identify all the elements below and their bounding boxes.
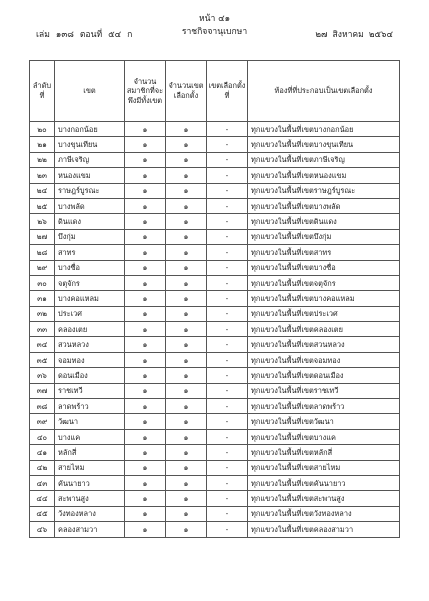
table-row bbox=[30, 506, 400, 521]
table-header-row bbox=[30, 61, 400, 122]
cell-area: ทุกแขวงในพื้นที่เขตดินแดง bbox=[248, 214, 400, 229]
cell-area: ทุกแขวงในพื้นที่เขตจอมทอง bbox=[248, 352, 400, 367]
cell-zone: - bbox=[207, 506, 248, 521]
cell-members: ๑ bbox=[125, 214, 166, 229]
cell-members: ๑ bbox=[125, 475, 166, 490]
cell-district: ราชเทวี bbox=[55, 383, 125, 398]
cell-order: ๒๑ bbox=[30, 137, 55, 152]
cell-seats: ๑ bbox=[166, 383, 207, 398]
cell-members: ๑ bbox=[125, 399, 166, 414]
cell-seats: ๑ bbox=[166, 275, 207, 290]
cell-order: ๓๙ bbox=[30, 414, 55, 429]
column-header-zone: เขตเลือกตั้งที่ bbox=[207, 61, 248, 122]
cell-district: บางซื่อ bbox=[55, 260, 125, 275]
table-row bbox=[30, 414, 400, 429]
cell-zone: - bbox=[207, 306, 248, 321]
cell-zone: - bbox=[207, 337, 248, 352]
cell-area: ทุกแขวงในพื้นที่เขตบางคอแหลม bbox=[248, 291, 400, 306]
section-letter: ก bbox=[127, 30, 133, 40]
table-row bbox=[30, 475, 400, 490]
cell-district: ภาษีเจริญ bbox=[55, 152, 125, 167]
cell-zone: - bbox=[207, 214, 248, 229]
cell-district: สายไหม bbox=[55, 460, 125, 475]
cell-order: ๒๘ bbox=[30, 245, 55, 260]
cell-zone: - bbox=[207, 245, 248, 260]
cell-members: ๑ bbox=[125, 168, 166, 183]
cell-members: ๑ bbox=[125, 460, 166, 475]
cell-district: บึงกุ่ม bbox=[55, 229, 125, 244]
cell-seats: ๑ bbox=[166, 229, 207, 244]
page-number: ๔๑ bbox=[218, 14, 231, 24]
publish-date bbox=[310, 27, 393, 41]
cell-members: ๑ bbox=[125, 291, 166, 306]
cell-members: ๑ bbox=[125, 122, 166, 137]
cell-zone: - bbox=[207, 352, 248, 367]
cell-area: ทุกแขวงในพื้นที่เขตบางขุนเทียน bbox=[248, 137, 400, 152]
cell-seats: ๑ bbox=[166, 506, 207, 521]
cell-seats: ๑ bbox=[166, 414, 207, 429]
table-row bbox=[30, 460, 400, 475]
cell-order: ๓๒ bbox=[30, 306, 55, 321]
table-body bbox=[30, 122, 400, 538]
cell-zone: - bbox=[207, 229, 248, 244]
cell-district: สะพานสูง bbox=[55, 491, 125, 506]
cell-area: ทุกแขวงในพื้นที่เขตสาทร bbox=[248, 245, 400, 260]
column-header-district: เขต bbox=[55, 61, 125, 122]
cell-seats: ๑ bbox=[166, 522, 207, 537]
cell-order: ๔๒ bbox=[30, 460, 55, 475]
cell-order: ๓๕ bbox=[30, 352, 55, 367]
cell-district: สาทร bbox=[55, 245, 125, 260]
date-year: ๒๕๖๔ bbox=[368, 30, 393, 40]
volume-info bbox=[36, 27, 138, 41]
cell-area: ทุกแขวงในพื้นที่เขตคันนายาว bbox=[248, 475, 400, 490]
cell-area: ทุกแขวงในพื้นที่เขตหลักสี่ bbox=[248, 445, 400, 460]
cell-zone: - bbox=[207, 522, 248, 537]
cell-area: ทุกแขวงในพื้นที่เขตสายไหม bbox=[248, 460, 400, 475]
cell-order: ๒๐ bbox=[30, 122, 55, 137]
cell-members: ๑ bbox=[125, 322, 166, 337]
cell-order: ๒๙ bbox=[30, 260, 55, 275]
table-row bbox=[30, 291, 400, 306]
cell-area: ทุกแขวงในพื้นที่เขตคลองสามวา bbox=[248, 522, 400, 537]
cell-order: ๓๘ bbox=[30, 399, 55, 414]
table-row bbox=[30, 522, 400, 537]
cell-district: วังทองหลาง bbox=[55, 506, 125, 521]
cell-order: ๒๖ bbox=[30, 214, 55, 229]
cell-district: ประเวศ bbox=[55, 306, 125, 321]
cell-area: ทุกแขวงในพื้นที่เขตราษฎร์บูรณะ bbox=[248, 183, 400, 198]
cell-zone: - bbox=[207, 198, 248, 213]
cell-area: ทุกแขวงในพื้นที่เขตวังทองหลาง bbox=[248, 506, 400, 521]
cell-area: ทุกแขวงในพื้นที่เขตบางพลัด bbox=[248, 198, 400, 213]
cell-order: ๔๑ bbox=[30, 445, 55, 460]
cell-members: ๑ bbox=[125, 183, 166, 198]
cell-zone: - bbox=[207, 414, 248, 429]
cell-zone: - bbox=[207, 168, 248, 183]
cell-zone: - bbox=[207, 368, 248, 383]
cell-seats: ๑ bbox=[166, 337, 207, 352]
cell-district: วัฒนา bbox=[55, 414, 125, 429]
cell-zone: - bbox=[207, 460, 248, 475]
table-row bbox=[30, 198, 400, 213]
table-row bbox=[30, 214, 400, 229]
cell-district: ดินแดง bbox=[55, 214, 125, 229]
table-row bbox=[30, 245, 400, 260]
cell-zone: - bbox=[207, 122, 248, 137]
cell-district: สวนหลวง bbox=[55, 337, 125, 352]
cell-zone: - bbox=[207, 291, 248, 306]
cell-area: ทุกแขวงในพื้นที่เขตหนองแขม bbox=[248, 168, 400, 183]
table-row bbox=[30, 260, 400, 275]
table-row bbox=[30, 168, 400, 183]
cell-district: ดอนเมือง bbox=[55, 368, 125, 383]
page-number-line bbox=[0, 14, 429, 25]
cell-district: จอมทอง bbox=[55, 352, 125, 367]
cell-zone: - bbox=[207, 445, 248, 460]
cell-order: ๓๐ bbox=[30, 275, 55, 290]
cell-seats: ๑ bbox=[166, 322, 207, 337]
cell-order: ๔๖ bbox=[30, 522, 55, 537]
cell-zone: - bbox=[207, 137, 248, 152]
cell-members: ๑ bbox=[125, 522, 166, 537]
cell-members: ๑ bbox=[125, 445, 166, 460]
cell-order: ๓๔ bbox=[30, 337, 55, 352]
cell-zone: - bbox=[207, 429, 248, 444]
cell-district: บางคอแหลม bbox=[55, 291, 125, 306]
cell-district: บางกอกน้อย bbox=[55, 122, 125, 137]
cell-district: ลาดพร้าว bbox=[55, 399, 125, 414]
cell-zone: - bbox=[207, 183, 248, 198]
table-row bbox=[30, 306, 400, 321]
cell-members: ๑ bbox=[125, 306, 166, 321]
cell-order: ๒๕ bbox=[30, 198, 55, 213]
cell-members: ๑ bbox=[125, 414, 166, 429]
table-row bbox=[30, 337, 400, 352]
cell-seats: ๑ bbox=[166, 214, 207, 229]
cell-area: ทุกแขวงในพื้นที่เขตจตุจักร bbox=[248, 275, 400, 290]
table-row bbox=[30, 322, 400, 337]
cell-area: ทุกแขวงในพื้นที่เขตราชเทวี bbox=[248, 383, 400, 398]
cell-order: ๓๑ bbox=[30, 291, 55, 306]
cell-district: บางขุนเทียน bbox=[55, 137, 125, 152]
cell-seats: ๑ bbox=[166, 198, 207, 213]
cell-members: ๑ bbox=[125, 429, 166, 444]
date-month: สิงหาคม bbox=[332, 30, 364, 40]
column-header-members: จำนวนสมาชิกที่จะพึงมีทั้งเขต bbox=[125, 61, 166, 122]
cell-seats: ๑ bbox=[166, 168, 207, 183]
cell-seats: ๑ bbox=[166, 122, 207, 137]
cell-members: ๑ bbox=[125, 491, 166, 506]
cell-area: ทุกแขวงในพื้นที่เขตบางกอกน้อย bbox=[248, 122, 400, 137]
table-row bbox=[30, 445, 400, 460]
cell-zone: - bbox=[207, 322, 248, 337]
cell-district: คลองสามวา bbox=[55, 522, 125, 537]
cell-order: ๓๖ bbox=[30, 368, 55, 383]
cell-order: ๔๔ bbox=[30, 491, 55, 506]
cell-area: ทุกแขวงในพื้นที่เขตดอนเมือง bbox=[248, 368, 400, 383]
cell-seats: ๑ bbox=[166, 183, 207, 198]
cell-seats: ๑ bbox=[166, 245, 207, 260]
cell-members: ๑ bbox=[125, 198, 166, 213]
volume-number: ๑๓๘ bbox=[55, 30, 74, 40]
table-row bbox=[30, 229, 400, 244]
cell-district: คลองเตย bbox=[55, 322, 125, 337]
cell-members: ๑ bbox=[125, 137, 166, 152]
cell-zone: - bbox=[207, 475, 248, 490]
cell-district: คันนายาว bbox=[55, 475, 125, 490]
cell-members: ๑ bbox=[125, 229, 166, 244]
table-row bbox=[30, 275, 400, 290]
cell-members: ๑ bbox=[125, 383, 166, 398]
cell-order: ๔๕ bbox=[30, 506, 55, 521]
cell-members: ๑ bbox=[125, 352, 166, 367]
column-header-seats: จำนวนเขตเลือกตั้ง bbox=[166, 61, 207, 122]
cell-seats: ๑ bbox=[166, 399, 207, 414]
cell-order: ๒๔ bbox=[30, 183, 55, 198]
cell-district: จตุจักร bbox=[55, 275, 125, 290]
cell-area: ทุกแขวงในพื้นที่เขตวัฒนา bbox=[248, 414, 400, 429]
cell-seats: ๑ bbox=[166, 306, 207, 321]
cell-zone: - bbox=[207, 260, 248, 275]
cell-district: หลักสี่ bbox=[55, 445, 125, 460]
volume-label: เล่ม bbox=[36, 30, 50, 40]
table-row bbox=[30, 183, 400, 198]
cell-zone: - bbox=[207, 383, 248, 398]
table-row bbox=[30, 122, 400, 137]
cell-zone: - bbox=[207, 152, 248, 167]
cell-area: ทุกแขวงในพื้นที่เขตสะพานสูง bbox=[248, 491, 400, 506]
cell-zone: - bbox=[207, 275, 248, 290]
cell-seats: ๑ bbox=[166, 491, 207, 506]
table-row bbox=[30, 352, 400, 367]
date-day: ๒๗ bbox=[315, 30, 328, 40]
cell-order: ๒๒ bbox=[30, 152, 55, 167]
cell-members: ๑ bbox=[125, 275, 166, 290]
cell-order: ๔๐ bbox=[30, 429, 55, 444]
cell-order: ๒๓ bbox=[30, 168, 55, 183]
gazette-title: ราชกิจจานุเบกษา bbox=[181, 27, 248, 37]
cell-members: ๑ bbox=[125, 368, 166, 383]
table-row bbox=[30, 429, 400, 444]
page-header bbox=[0, 0, 429, 56]
cell-area: ทุกแขวงในพื้นที่เขตภาษีเจริญ bbox=[248, 152, 400, 167]
table-row bbox=[30, 383, 400, 398]
cell-members: ๑ bbox=[125, 245, 166, 260]
column-header-order: ลำดับที่ bbox=[30, 61, 55, 122]
cell-seats: ๑ bbox=[166, 368, 207, 383]
table-row bbox=[30, 137, 400, 152]
cell-area: ทุกแขวงในพื้นที่เขตบางซื่อ bbox=[248, 260, 400, 275]
cell-zone: - bbox=[207, 399, 248, 414]
part-label: ตอนที่ bbox=[79, 30, 103, 40]
cell-area: ทุกแขวงในพื้นที่เขตประเวศ bbox=[248, 306, 400, 321]
cell-district: ราษฎร์บูรณะ bbox=[55, 183, 125, 198]
cell-area: ทุกแขวงในพื้นที่เขตสวนหลวง bbox=[248, 337, 400, 352]
cell-seats: ๑ bbox=[166, 137, 207, 152]
cell-district: บางพลัด bbox=[55, 198, 125, 213]
cell-area: ทุกแขวงในพื้นที่เขตคลองเตย bbox=[248, 322, 400, 337]
page-label: หน้า bbox=[198, 14, 216, 24]
cell-order: ๔๓ bbox=[30, 475, 55, 490]
cell-members: ๑ bbox=[125, 260, 166, 275]
cell-order: ๓๗ bbox=[30, 383, 55, 398]
cell-area: ทุกแขวงในพื้นที่เขตบึงกุ่ม bbox=[248, 229, 400, 244]
cell-seats: ๑ bbox=[166, 460, 207, 475]
cell-district: บางแค bbox=[55, 429, 125, 444]
cell-members: ๑ bbox=[125, 152, 166, 167]
cell-area: ทุกแขวงในพื้นที่เขตลาดพร้าว bbox=[248, 399, 400, 414]
cell-order: ๒๗ bbox=[30, 229, 55, 244]
cell-district: หนองแขม bbox=[55, 168, 125, 183]
cell-seats: ๑ bbox=[166, 429, 207, 444]
cell-order: ๓๓ bbox=[30, 322, 55, 337]
column-header-area: ท้องที่ที่ประกอบเป็นเขตเลือกตั้ง bbox=[248, 61, 400, 122]
cell-zone: - bbox=[207, 491, 248, 506]
table-row bbox=[30, 399, 400, 414]
table-row bbox=[30, 152, 400, 167]
table-row bbox=[30, 491, 400, 506]
cell-seats: ๑ bbox=[166, 352, 207, 367]
cell-members: ๑ bbox=[125, 337, 166, 352]
cell-seats: ๑ bbox=[166, 475, 207, 490]
electoral-districts-table bbox=[29, 60, 400, 538]
table-row bbox=[30, 368, 400, 383]
cell-seats: ๑ bbox=[166, 445, 207, 460]
cell-area: ทุกแขวงในพื้นที่เขตบางแค bbox=[248, 429, 400, 444]
cell-members: ๑ bbox=[125, 506, 166, 521]
cell-seats: ๑ bbox=[166, 291, 207, 306]
part-number: ๕๔ bbox=[108, 30, 122, 40]
cell-seats: ๑ bbox=[166, 260, 207, 275]
cell-seats: ๑ bbox=[166, 152, 207, 167]
